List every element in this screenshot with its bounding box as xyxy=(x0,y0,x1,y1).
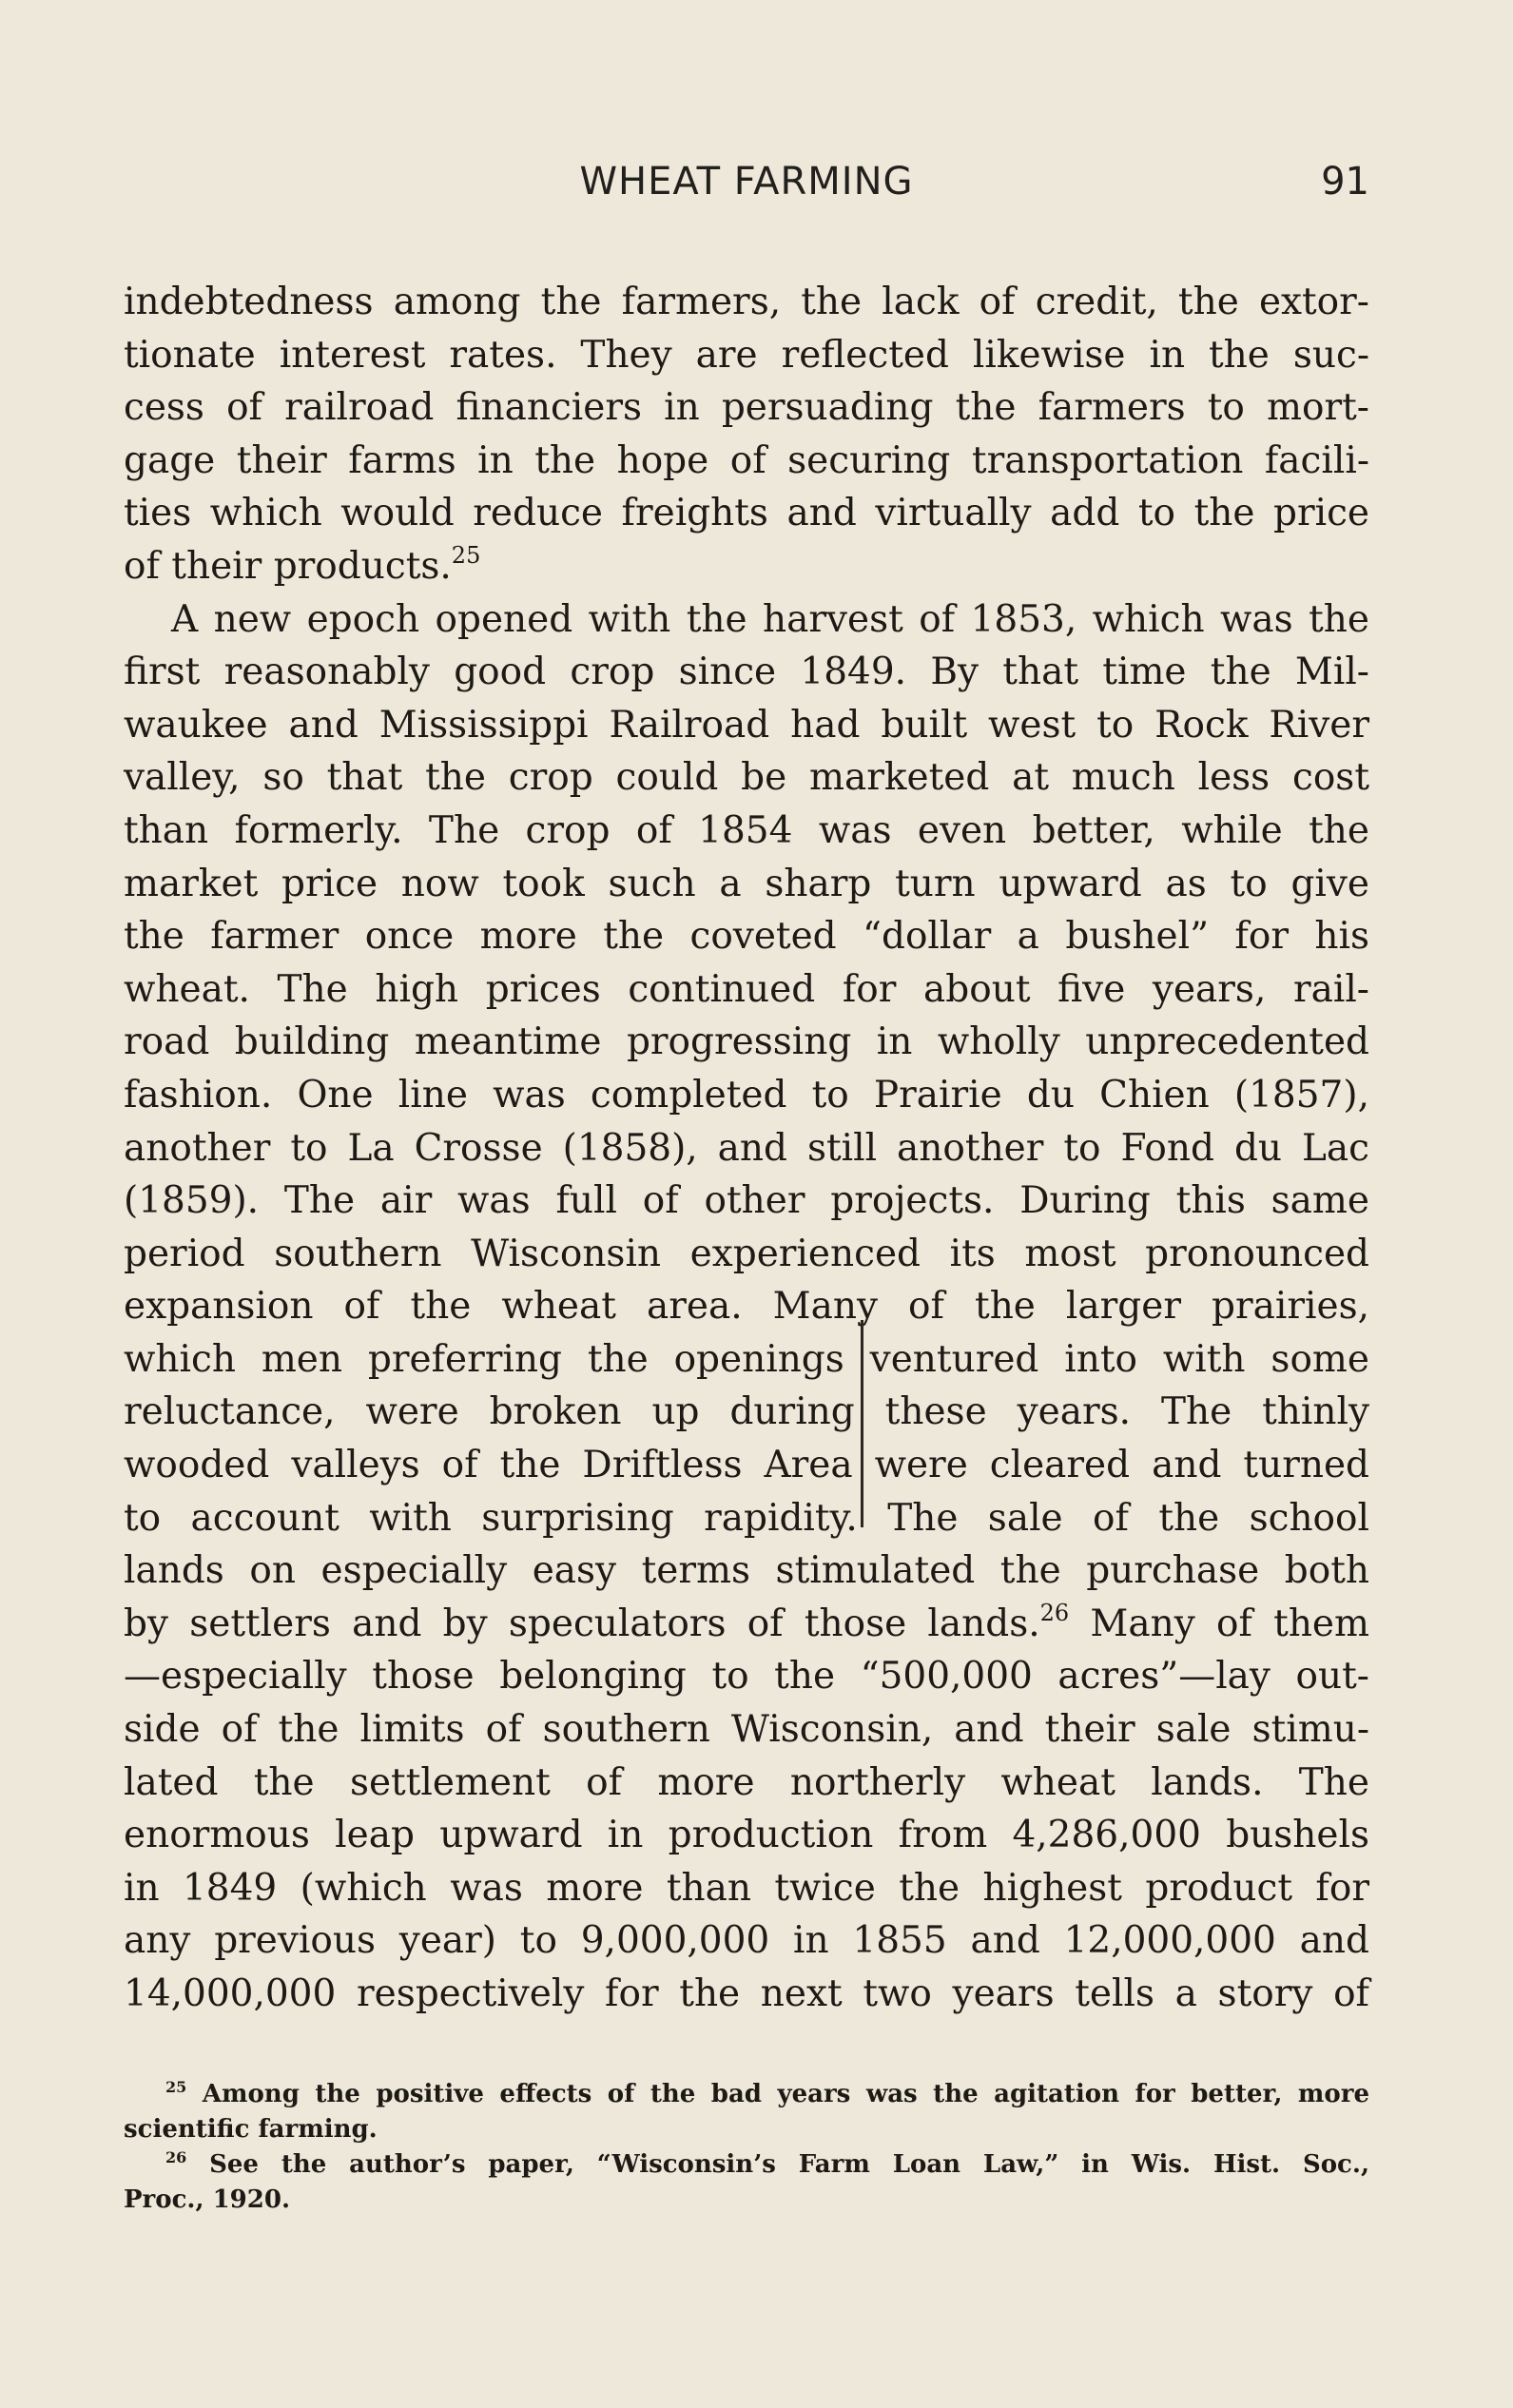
footnote-line xyxy=(124,2147,1369,2183)
text-line-content: reluctance, were broken up during these years. The thinly xyxy=(124,1390,1369,1434)
text-line-content: gage their farms in the hope of securing transportation facili- xyxy=(124,438,1369,482)
text-line-content: period southern Wisconsin experienced its most pronounced xyxy=(124,1232,1369,1275)
footnote-line xyxy=(124,2112,1369,2147)
text-line-content: A new epoch opened with the harvest of 1853, which was the xyxy=(171,597,1369,641)
footnote-line xyxy=(124,2183,1369,2218)
text-line xyxy=(124,381,1369,435)
text-line xyxy=(124,1703,1369,1757)
text-line xyxy=(124,1439,1369,1492)
text-line-content: by settlers and by speculators of those lands. xyxy=(124,1602,1040,1645)
text-line xyxy=(124,805,1369,858)
text-line-content: any previous year) to 9,000,000 in 1855 and 12,000,000 and xyxy=(124,1919,1369,1963)
text-line xyxy=(124,329,1369,382)
text-line xyxy=(124,858,1369,911)
text-line xyxy=(124,1386,1369,1439)
text-line xyxy=(124,1757,1369,1810)
text-line xyxy=(124,1914,1369,1968)
text-line-content: in 1849 (which was more than twice the highest product for xyxy=(124,1866,1369,1910)
text-line-content: valley, so that the crop could be marketed at much less cost xyxy=(124,756,1369,800)
text-line-content: wheat. The high prices continued for about five years, rail- xyxy=(124,967,1369,1011)
text-line xyxy=(124,1333,1369,1387)
text-line-content: waukee and Mississippi Railroad had built west to Rock River xyxy=(124,703,1369,747)
text-line xyxy=(124,593,1369,647)
text-line-content: tionate interest rates. They are reflected likewise in the suc- xyxy=(124,333,1369,377)
text-line-content: fashion. One line was completed to Prairie du Chien (1857), xyxy=(124,1073,1369,1117)
text-line xyxy=(124,1280,1369,1333)
text-line-content: wooded valleys of the Driftless Area were cleared and turned xyxy=(124,1444,1369,1487)
text-line xyxy=(124,1069,1369,1122)
text-line-content: enormous leap upward in production from 4,286,000 bushels xyxy=(124,1814,1369,1857)
text-line-content: the farmer once more the coveted “dollar a bushel” for his xyxy=(124,915,1369,959)
text-line xyxy=(124,963,1369,1017)
text-line-content: indebtedness among the farmers, the lack of credit, the extor- xyxy=(124,281,1369,323)
text-line xyxy=(124,540,1369,593)
footnote-text: scientific farming. xyxy=(124,2115,378,2144)
body-text xyxy=(124,276,1369,2021)
text-line-content: expansion of the wheat area. Many of the larger prairies, xyxy=(124,1285,1369,1329)
text-line xyxy=(124,1122,1369,1175)
footnote-text: See the author’s paper, “Wisconsin’s Farm Loan Law,” in Wis. Hist. Soc., xyxy=(186,2150,1369,2179)
footnote-marker: 26 xyxy=(165,2148,187,2166)
text-line-content: cess of railroad financiers in persuading the farmers to mort- xyxy=(124,386,1369,430)
text-line-content: than formerly. The crop of 1854 was even better, while the xyxy=(124,808,1369,852)
text-line-content: lands on especially easy terms stimulated the purchase both xyxy=(124,1549,1369,1593)
text-line-content: ties which would reduce freights and virtually add to the price xyxy=(124,492,1369,535)
text-line xyxy=(124,1862,1369,1915)
text-line xyxy=(124,487,1369,540)
text-line-content: lated the settlement of more northerly wheat lands. The xyxy=(124,1760,1369,1804)
text-line xyxy=(124,910,1369,963)
footnote-reference: 25 xyxy=(451,541,481,569)
running-head: WHEAT FARMING xyxy=(579,160,914,204)
margin-bracket-mark xyxy=(861,1320,869,1527)
text-line-content: to account with surprising rapidity. The sale of the school xyxy=(124,1496,1369,1540)
text-line-content: market price now took such a sharp turn upward as to give xyxy=(124,862,1369,905)
footnote-text: Proc., 1920. xyxy=(124,2185,290,2214)
text-line-content: which men preferring the openings ventured into with some xyxy=(124,1337,1369,1381)
footnote-line xyxy=(124,2077,1369,2112)
text-line xyxy=(124,435,1369,488)
text-line xyxy=(124,1228,1369,1281)
text-line xyxy=(124,751,1369,805)
page-number: 91 xyxy=(1321,160,1369,204)
footnote-text: Among the positive effects of the bad years was the agitation for better, more xyxy=(186,2080,1369,2108)
text-line xyxy=(124,699,1369,752)
text-line xyxy=(124,1544,1369,1598)
text-line xyxy=(124,276,1369,329)
text-line xyxy=(124,1175,1369,1228)
text-line-content: (1859). The air was full of other projects. During this same xyxy=(124,1179,1369,1223)
footnote-marker: 25 xyxy=(165,2078,187,2096)
text-line xyxy=(124,1016,1369,1069)
text-line xyxy=(124,1968,1369,2021)
footnote-reference: 26 xyxy=(1039,1599,1070,1626)
footnotes xyxy=(124,2077,1369,2218)
text-line-content: another to La Crosse (1858), and still another to Fond du Lac xyxy=(124,1126,1369,1170)
text-line xyxy=(124,1809,1369,1862)
page-header xyxy=(124,160,1369,217)
text-line xyxy=(124,1598,1369,1651)
text-line xyxy=(124,1650,1369,1703)
text-line-content: of their products. xyxy=(124,544,452,588)
text-line-content: —especially those belonging to the “500,000 acres”—lay out- xyxy=(124,1655,1369,1699)
text-line xyxy=(124,1492,1369,1545)
text-line-content: 14,000,000 respectively for the next two years tells a story of xyxy=(124,1972,1369,2015)
text-line-content: road building meantime progressing in wholly unprecedented xyxy=(124,1020,1369,1064)
text-line xyxy=(124,646,1369,699)
text-line-content: first reasonably good crop since 1849. By that time the Mil- xyxy=(124,651,1369,694)
text-line-tail: Many of them xyxy=(1069,1602,1369,1645)
text-line-content: side of the limits of southern Wisconsin, and their sale stimu- xyxy=(124,1708,1369,1752)
